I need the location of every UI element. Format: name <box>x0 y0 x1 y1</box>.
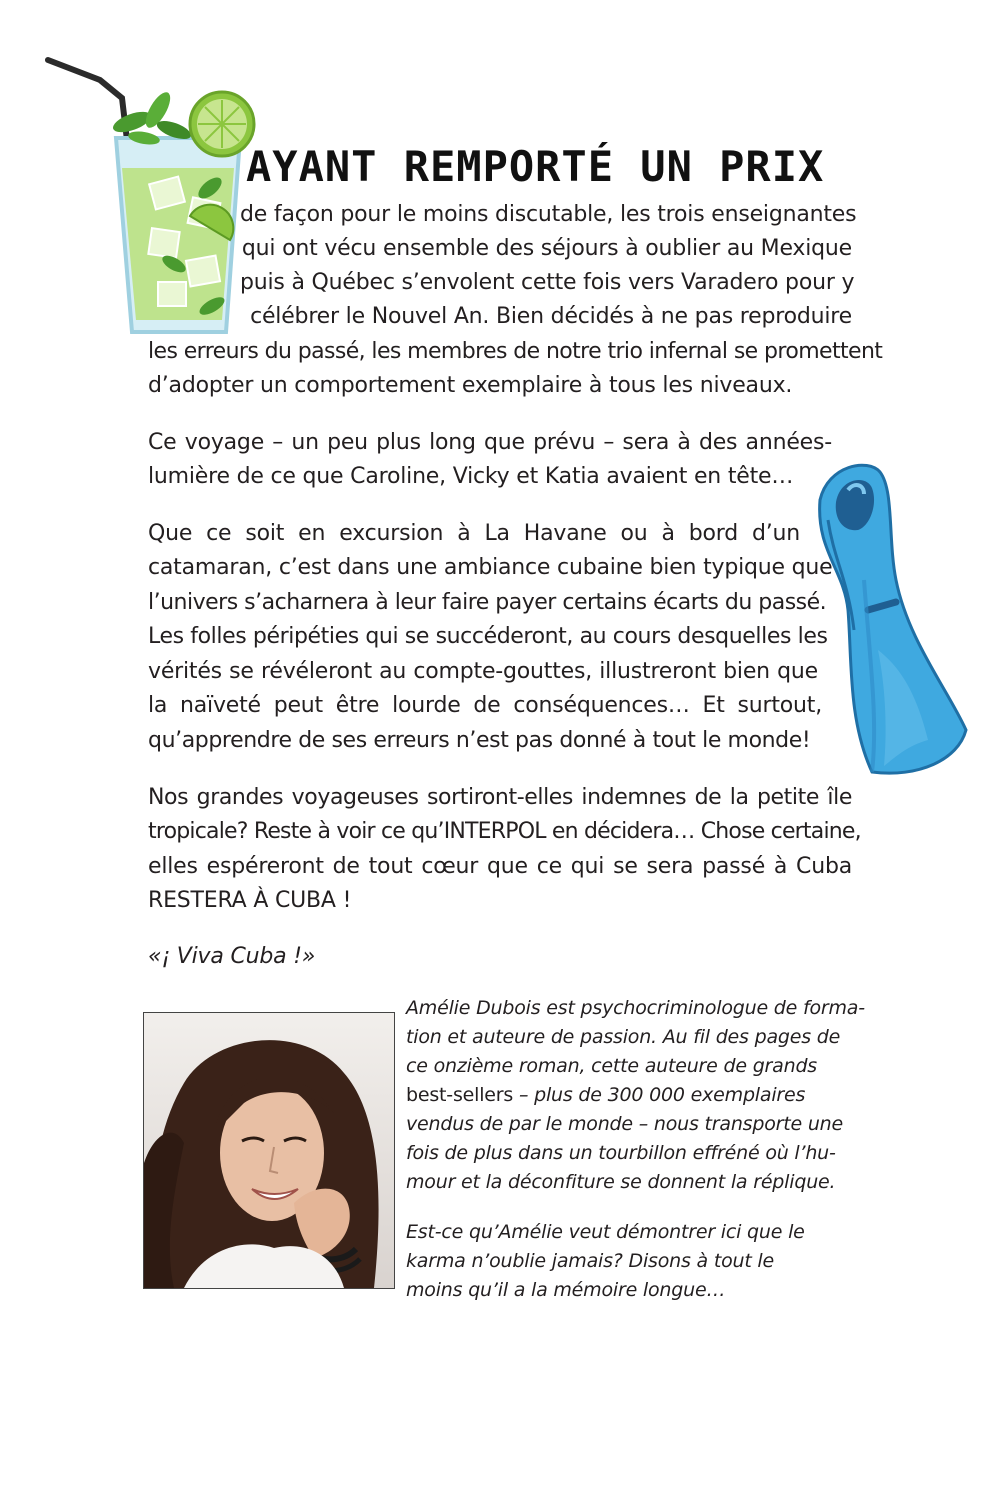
tagline: «¡ Viva Cuba !» <box>148 944 316 969</box>
bio-line: tion et auteure de passion. Au fil des pages de <box>406 1026 841 1048</box>
author-photo <box>143 1012 395 1289</box>
intro-line: célébrer le Nouvel An. Bien décidés à ne pas reproduire <box>250 304 852 329</box>
paragraph-line: la naïveté peut être lourde de conséquences… Et surtout, <box>148 693 822 718</box>
bio-line: moins qu’il a la mémoire longue… <box>406 1279 726 1301</box>
paragraph-line: tropicale? Reste à voir ce qu’INTERPOL en décidera… Chose certaine, <box>148 819 861 844</box>
paragraph-line: Ce voyage – un peu plus long que prévu – sera à des années- <box>148 430 832 455</box>
mojito-glass-illustration <box>40 50 270 350</box>
paragraph-line: Que ce soit en excursion à La Havane ou à bord d’un <box>148 521 800 546</box>
bio-line: vendus de par le monde – nous transporte une <box>406 1113 844 1135</box>
paragraph-line: vérités se révéleront au compte-gouttes, illustreront bien que <box>148 659 818 684</box>
paragraph-line: catamaran, c’est dans une ambiance cubaine bien typique que <box>148 555 833 580</box>
intro-line: qui ont vécu ensemble des séjours à oublier au Mexique <box>241 236 852 261</box>
paragraph-line: Les folles péripéties qui se succéderont, au cours desquelles les <box>148 624 828 649</box>
bio-upright-text: best-sellers <box>406 1084 514 1106</box>
intro-line: puis à Québec s’envolent cette fois vers Varadero pour y <box>240 270 855 295</box>
intro-line: de façon pour le moins discutable, les trois enseignantes <box>240 202 857 227</box>
bio-line: karma n’oublie jamais? Disons à tout le <box>406 1250 774 1272</box>
bio-line: fois de plus dans un tourbillon effréné où l’hu- <box>406 1142 836 1164</box>
paragraph-line: RESTERA À CUBA ! <box>148 888 352 913</box>
bio-line: Amélie Dubois est psychocriminologue de forma- <box>406 997 865 1019</box>
paragraph-line: elles espéreront de tout cœur que ce qui se sera passé à Cuba <box>148 854 852 879</box>
bio-italic-text: – plus de 300 000 exemplaires <box>513 1084 806 1106</box>
bio-line: Est-ce qu’Amélie veut démontrer ici que le <box>406 1221 805 1243</box>
paragraph-line: qu’apprendre de ses erreurs n’est pas donné à tout le monde! <box>148 728 811 753</box>
bio-line <box>406 1081 805 1110</box>
paragraph-line: l’univers s’acharnera à leur faire payer certains écarts du passé. <box>148 590 827 615</box>
paragraph-line: Nos grandes voyageuses sortiront-elles indemnes de la petite île <box>148 785 852 810</box>
bio-line: ce onzième roman, cette auteure de grands <box>406 1055 818 1077</box>
headline: AYANT REMPORTÉ UN PRIX <box>246 142 825 191</box>
paragraph-line: lumière de ce que Caroline, Vicky et Katia avaient en tête… <box>148 464 794 489</box>
intro-line: d’adopter un comportement exemplaire à tous les niveaux. <box>148 373 793 398</box>
swim-fin-illustration <box>808 460 973 780</box>
bio-line: mour et la déconfiture se donnent la réplique. <box>406 1171 836 1193</box>
intro-line: les erreurs du passé, les membres de notre trio infernal se promettent <box>148 339 883 364</box>
